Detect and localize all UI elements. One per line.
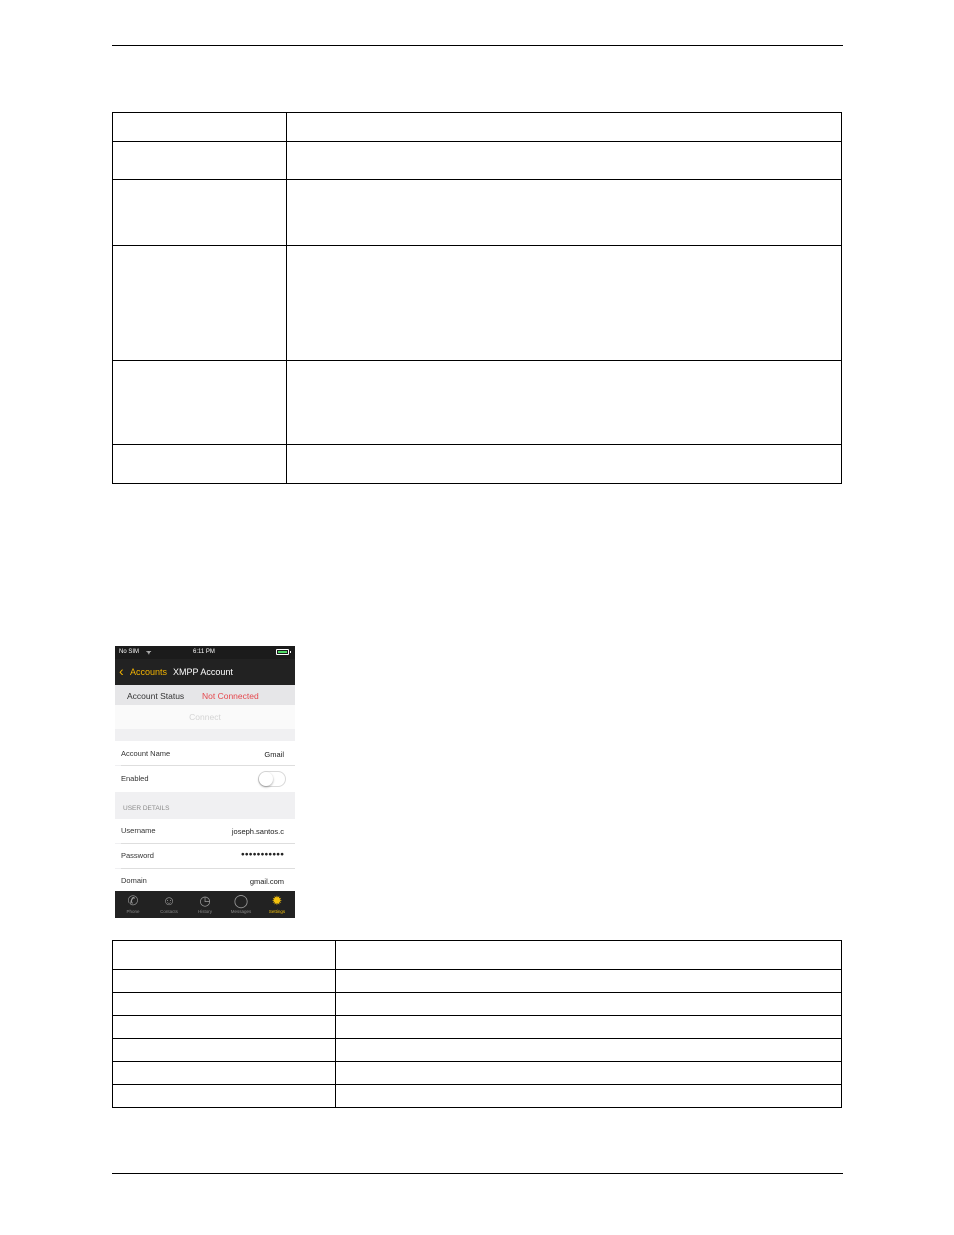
chevron-left-icon[interactable]: ‹ (119, 663, 124, 679)
password-label: Password (121, 851, 154, 860)
table-cell (113, 1016, 336, 1039)
password-row[interactable] (115, 844, 295, 868)
contacts-icon: ☺ (162, 893, 176, 908)
toggle-knob (259, 772, 273, 786)
account-name-label: Account Name (121, 749, 171, 758)
table-row (113, 941, 842, 970)
back-button[interactable]: Accounts (130, 667, 168, 677)
table-cell (336, 970, 842, 993)
username-row[interactable] (115, 819, 295, 843)
table-row (113, 113, 842, 142)
table-cell (336, 993, 842, 1016)
status-bar (115, 646, 295, 659)
table-row (113, 1016, 842, 1039)
battery-icon (276, 649, 289, 655)
table-row (113, 993, 842, 1016)
username-value: joseph.santos.c (231, 827, 284, 836)
table-cell (287, 113, 842, 142)
table-cell (336, 1062, 842, 1085)
table-cell (336, 1016, 842, 1039)
account-name-value: Gmail (264, 750, 284, 759)
table-row (113, 142, 842, 180)
table-cell (336, 941, 842, 970)
table-row (113, 246, 842, 361)
table-cell (113, 113, 287, 142)
connect-label: Connect (189, 712, 221, 722)
enabled-label: Enabled (121, 774, 149, 783)
table-cell (287, 445, 842, 484)
username-label: Username (121, 826, 156, 835)
password-value: ●●●●●●●●●●● (240, 851, 284, 858)
account-name-row[interactable] (115, 741, 295, 765)
table-cell (287, 361, 842, 445)
carrier-label: No SIM (119, 649, 140, 655)
tab-history[interactable] (187, 891, 223, 918)
table-row (113, 1062, 842, 1085)
table-cell (336, 1085, 842, 1108)
section-header-user-details: USER DETAILS (123, 805, 170, 812)
tab-label: Phone (126, 909, 140, 914)
table-cell (113, 142, 287, 180)
table-row (113, 1085, 842, 1108)
account-status-label: Account Status (127, 691, 185, 701)
tab-contacts[interactable] (151, 891, 187, 918)
table-cell (113, 1039, 336, 1062)
tab-settings[interactable] (259, 891, 295, 918)
table-cell (113, 1085, 336, 1108)
table-row (113, 445, 842, 484)
connect-button[interactable] (115, 705, 295, 729)
chat-bubble-icon: ◯ (233, 893, 249, 908)
table-cell (113, 180, 287, 246)
field-description-table (112, 112, 842, 484)
wifi-icon: ᯤ (146, 650, 152, 656)
table-cell (113, 246, 287, 361)
table-cell (113, 993, 336, 1016)
page-title: XMPP Account (173, 667, 233, 677)
table-cell (287, 180, 842, 246)
phone-icon: ✆ (127, 893, 139, 908)
xmpp-account-screenshot (115, 646, 295, 918)
table-cell (287, 142, 842, 180)
enabled-toggle[interactable] (258, 771, 286, 787)
table-cell (113, 941, 336, 970)
tab-phone[interactable] (115, 891, 151, 918)
table-cell (113, 970, 336, 993)
table-cell (113, 361, 287, 445)
account-status-row (115, 685, 295, 705)
header-rule (112, 45, 843, 46)
domain-value: gmail.com (249, 877, 284, 886)
table-cell (287, 246, 842, 361)
table-cell (113, 1062, 336, 1085)
table-cell (336, 1039, 842, 1062)
clock-icon: ◷ (199, 893, 211, 908)
status-time: 6:11 PM (193, 649, 215, 655)
tab-messages[interactable] (223, 891, 259, 918)
tab-label: Contacts (160, 909, 178, 914)
table-cell (113, 445, 287, 484)
table-row (113, 361, 842, 445)
account-status-value: Not Connected (202, 691, 259, 701)
gear-icon: ✹ (271, 893, 283, 908)
tab-label: History (197, 909, 212, 914)
table-row (113, 1039, 842, 1062)
tab-bar (115, 891, 295, 918)
footer-rule (112, 1173, 843, 1174)
domain-label: Domain (121, 876, 147, 885)
navigation-bar (115, 659, 295, 685)
domain-row[interactable] (115, 869, 295, 891)
tab-label: Messages (230, 909, 252, 914)
table-row (113, 180, 842, 246)
table-row (113, 970, 842, 993)
settings-table (112, 940, 842, 1108)
tab-label: Settings (268, 909, 286, 914)
enabled-row (115, 766, 295, 792)
